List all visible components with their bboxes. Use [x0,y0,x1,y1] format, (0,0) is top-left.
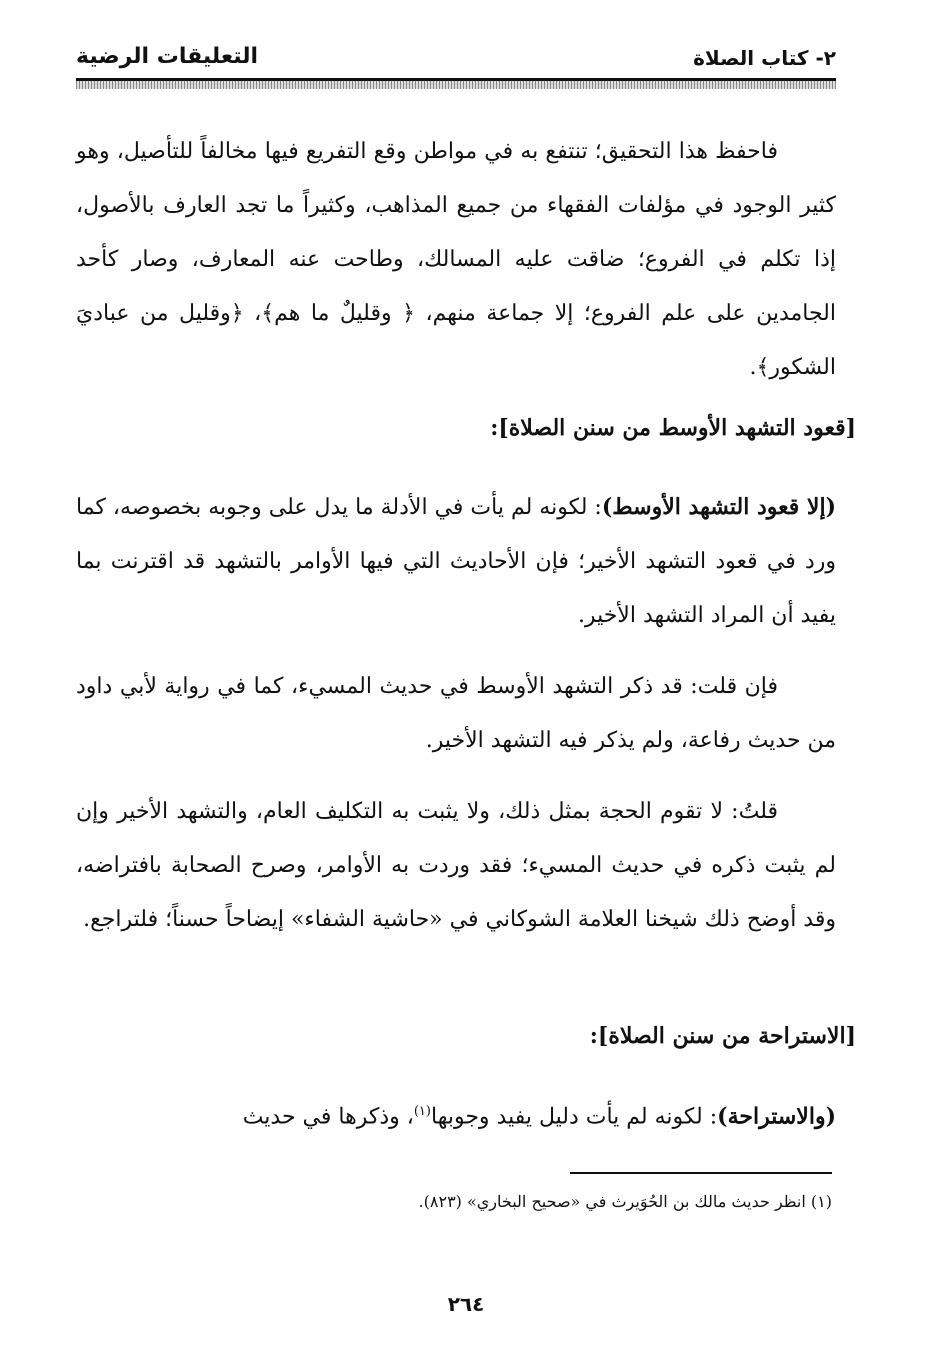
paragraph-2-lead: (إلا قعود التشهد الأوسط) [601,494,836,520]
paragraph-5-body: : لكونه لم يأت دليل يفيد وجوبها [430,1104,718,1130]
paragraph-3: فإن قلت: قد ذكر التشهد الأوسط في حديث المسيء، كما في رواية لأبي داود من حديث رفاعة، ولم يذكر فيه التشهد الأخير. [76,674,836,753]
page-number: ٢٦٤ [447,1292,485,1316]
paragraph-5-lead: (والاستراحة) [717,1103,836,1130]
header-rule [76,78,836,89]
footnote-reference: (١) [413,1104,431,1119]
paragraph-2 [76,480,836,643]
section-heading-istiraha: [الاستراحة من سنن الصلاة]: [589,1023,856,1049]
paragraph-5-end: ، وذكرها في حديث [242,1104,414,1130]
section-heading-tashahhud: [قعود التشهد الأوسط من سنن الصلاة]: [490,415,856,441]
book-title: التعليقات الرضية [76,44,259,69]
paragraph-5 [76,1085,836,1144]
paragraph-1: فاحفظ هذا التحقيق؛ تنتفع به في مواطن وقع التفريع فيها مخالفاً للتأصيل، وهو كثير الوجود في مؤلفات الفقهاء من جميع المذاهب، وكثيراً ما تجد العارف بالأصول، إذا تكلم في الفروع؛ ضاقت عليه المسالك، وطاحت عنه المعارف، وصار كأحد الجامدين على علم الفروع؛ إلا جماعة منهم، ﴿ وقليلٌ ما هم﴾، ﴿وقليل من عباديَ الشكور﴾. [76,139,836,380]
footnote: (١) انظر حديث مالك بن الحُوَيرث في «صحيح البخاري» (٨٢٣). [418,1192,832,1211]
footnote-separator [570,1172,832,1174]
paragraph-2-body: : لكونه لم يأت في الأدلة ما يدل على وجوبه بخصوصه، كما ورد في قعود التشهد الأخير؛ فإن الأحاديث التي فيها الأوامر بالتشهد قد اقترنت بما يفيد أن المراد التشهد الأخير. [76,495,836,628]
paragraph-4: قلتُ: لا تقوم الحجة بمثل ذلك، ولا يثبت به التكليف العام، والتشهد الأخير وإن لم يثبت ذكره في حديث المسيء؛ فقد وردت به الأوامر، وصرح الصحابة بافتراضه، وقد أوضح ذلك شيخنا العلامة الشوكاني في «حاشية الشفاء» إيضاحاً حسناً؛ فلتراجع. [76,799,836,932]
chapter-title: ٢- كتاب الصلاة [693,46,836,70]
running-header [76,40,836,86]
